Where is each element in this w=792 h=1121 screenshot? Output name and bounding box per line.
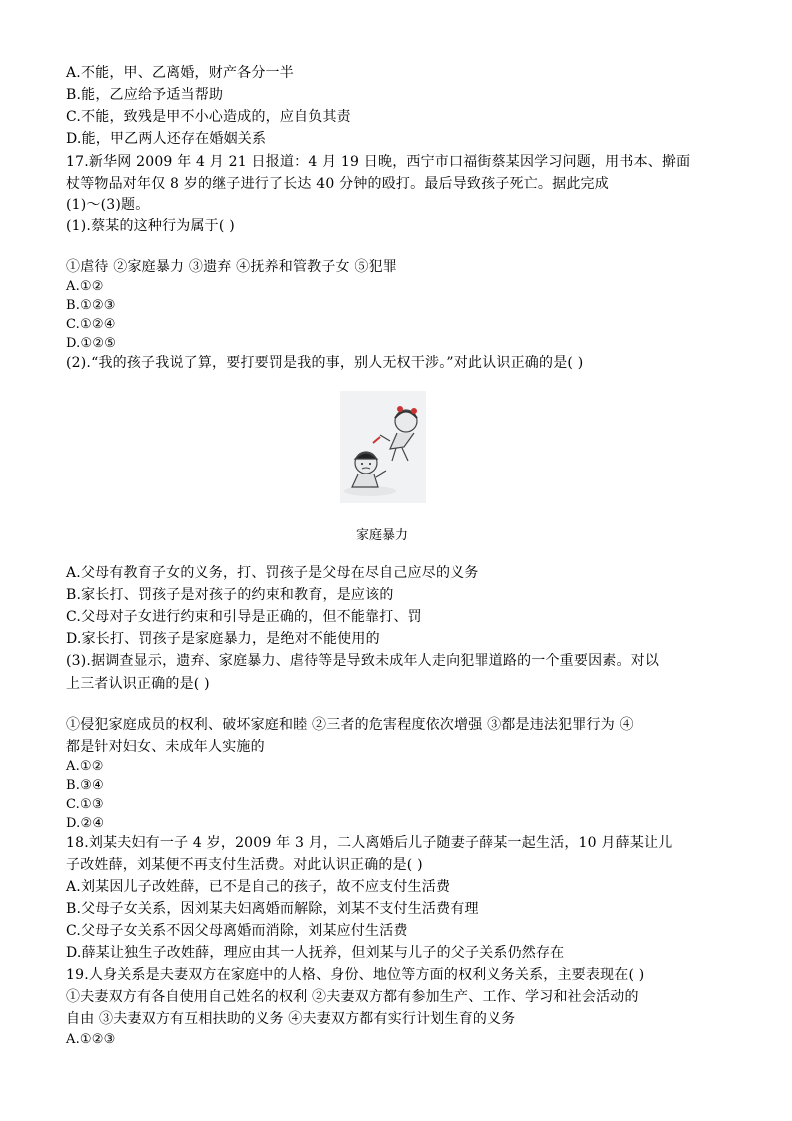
q16-option-a: A.不能，甲、乙离婚，财产各分一半 — [66, 65, 294, 81]
q17-sub3-option-a: A.①② — [66, 759, 104, 774]
q17-sub2-question: (2).“我的孩子我说了算，要打要罚是我的事，别人无权干涉。”对此认识正确的是( ) — [66, 355, 584, 371]
q17-sub3-option-b: B.③④ — [66, 778, 104, 793]
q17-stem-line-1: 17.新华网 2009 年 4 月 21 日报道：4 月 19 日晚，西宁市口福街蔡某因学习问题，用书本、擀面 — [66, 154, 691, 170]
q17-stem-line-2: 杖等物品对年仅 8 岁的继子进行了长达 40 分钟的殴打。最后导致孩子死亡。据此完成 — [66, 176, 609, 192]
q17-sub1-option-c: C.①②④ — [66, 317, 116, 332]
q17-sub1-question: (1).蔡某的这种行为属于( ) — [66, 218, 235, 234]
q17-sub1-option-a: A.①② — [66, 279, 104, 294]
q16-option-b: B.能，乙应给予适当帮助 — [66, 87, 224, 103]
q17-sub3-choices-line-2: 都是针对妇女、未成年人实施的 — [66, 739, 265, 755]
q18-stem-line-2: 子改姓薛，刘某便不再支付生活费。对此认识正确的是( ) — [66, 857, 423, 873]
q19-choices-line-2: 自由 ③夫妻双方有互相扶助的义务 ④夫妻双方都有实行计划生育的义务 — [66, 1011, 516, 1027]
q17-sub3-question-line-2: 上三者认识正确的是( ) — [66, 676, 210, 692]
q16-option-c: C.不能，致残是甲不小心造成的，应自负其责 — [66, 109, 351, 125]
q19-stem: 19.人身关系是夫妻双方在家庭中的人格、身份、地位等方面的权利义务关系，主要表现在( ) — [66, 967, 645, 983]
q17-sub1-choices: ①虐待 ②家庭暴力 ③遗弃 ④抚养和管教子女 ⑤犯罪 — [66, 259, 397, 275]
q17-sub3-option-c: C.①③ — [66, 797, 104, 812]
figure-caption: 家庭暴力 — [356, 528, 409, 543]
q19-option-a: A.①②③ — [66, 1032, 116, 1047]
q17-sub2-option-d: D.家长打、罚孩子是家庭暴力，是绝对不能使用的 — [66, 631, 380, 647]
q17-sub2-option-a: A.父母有教育子女的义务，打、罚孩子是父母在尽自己应尽的义务 — [66, 565, 479, 581]
q18-option-b: B.父母子女关系，因刘某夫妇离婚而解除，刘某不支付生活费有理 — [66, 901, 479, 917]
children-cartoon-icon — [340, 391, 426, 503]
q17-sub3-question-line-1: (3).据调查显示，遗弃、家庭暴力、虐待等是导致未成年人走向犯罪道路的一个重要因素。对以 — [66, 653, 660, 669]
q19-choices-line-1: ①夫妻双方有各自使用自己姓名的权利 ②夫妻双方都有参加生产、工作、学习和社会活动的 — [66, 989, 639, 1005]
q17-sub3-option-d: D.②④ — [66, 816, 105, 831]
domestic-violence-illustration — [340, 391, 426, 503]
q17-sub2-option-c: C.父母对子女进行约束和引导是正确的，但不能靠打、罚 — [66, 609, 422, 625]
q17-sub2-option-b: B.家长打、罚孩子是对孩子的约束和教育，是应该的 — [66, 587, 394, 603]
q18-stem-line-1: 18.刘某夫妇有一子 4 岁，2009 年 3 月，二人离婚后儿子随妻子薛某一起生活，10 月薛某让儿 — [66, 835, 673, 851]
q18-option-d: D.薛某让独生子改姓薛，理应由其一人抚养，但刘某与儿子的父子关系仍然存在 — [66, 945, 565, 961]
q17-sub1-option-b: B.①②③ — [66, 298, 116, 313]
q17-sub3-choices-line-1: ①侵犯家庭成员的权利、破坏家庭和睦 ②三者的危害程度依次增强 ③都是违法犯罪行为 ④ — [66, 717, 634, 733]
q18-option-a: A.刘某因儿子改姓薛，已不是自己的孩子，故不应支付生活费 — [66, 879, 451, 895]
q17-stem-line-3: (1)～(3)题。 — [66, 197, 150, 213]
q16-option-d: D.能，甲乙两人还存在婚姻关系 — [66, 131, 267, 147]
q18-option-c: C.父母子女关系不因父母离婚而消除，刘某应付生活费 — [66, 923, 408, 939]
q17-sub1-option-d: D.①②⑤ — [66, 336, 117, 351]
